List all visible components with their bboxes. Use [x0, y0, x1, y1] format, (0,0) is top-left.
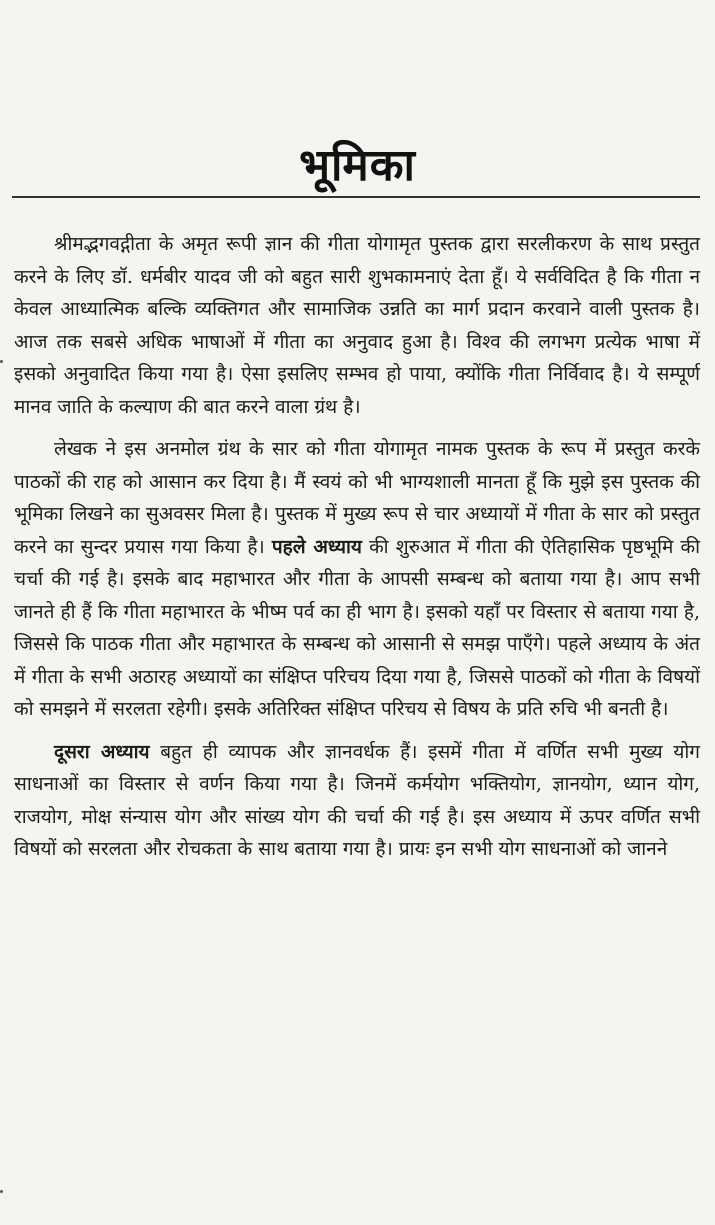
- paragraph-4-lead: दूसरा अध्याय: [54, 740, 150, 763]
- paragraph-2-text: लेखक ने इस अनमोल ग्रंथ के सार को गीता योगामृत नामक पुस्तक के रूप में प्रस्तुत करके पाठकों की राह को आसान कर दिया है। मैं स्वयं को भी भाग्यशाली मानता हूँ कि मुझे इस पुस्तक की भूमिका लिखने का सुअवसर मिला है। पुस्तक में मुख्य रूप से चार अध्यायों में गीता के सार को प्रस्तुत करने का सुन्दर प्रयास गया किया है।: [14, 438, 700, 558]
- page-heading: भूमिका: [299, 140, 416, 191]
- paragraph-4: [14, 736, 700, 866]
- paragraph-3-text: की शुरुआत में गीता की ऐतिहासिक पृष्ठभूमि की चर्चा की गई है। इसके बाद महाभारत और गीता के आपसी सम्बन्ध को बताया गया है। आप सभी जानते ही हैं कि गीता महाभारत के भीष्म पर्व का ही भाग है। इसको यहाँ पर विस्तार से बताया गया है, जिससे कि पाठक गीता और महाभारत के सम्बन्ध को आसानी से समझ पाएँगे। पहले अध्याय के अंत में गीता के सभी अठारह अध्यायों का संक्षिप्त परिचय दिया गया है, जिससे पाठकों को गीता के विषयों को समझने में सरलता रहेगी। इसके अतिरिक्त संक्षिप्त परिचय से विषय के प्रति रुचि भी बनती है।: [14, 535, 700, 720]
- paragraph-1: [14, 228, 700, 423]
- paragraph-3-lead: पहले अध्याय: [271, 535, 362, 558]
- scan-speck: [0, 360, 3, 363]
- paragraph-1-text: श्रीमद्भगवद्गीता के अमृत रूपी ज्ञान की गीता योगामृत पुस्तक द्वारा सरलीकरण के साथ प्रस्तुत करने के लिए डॉ. धर्मबीर यादव जी को बहुत सारी शुभकामनाएं देता हूँ। ये सर्वविदित है कि गीता न केवल आध्यात्मिक बल्कि व्यक्तिगत और सामाजिक उन्नति का मार्ग प्रदान करवाने वाली पुस्तक है। आज तक सबसे अधिक भाषाओं में गीता का अनुवाद हुआ है। विश्व की लगभग प्रत्येक भाषा में इसको अनुवादित किया गया है। ऐसा इसलिए सम्भव हो पाया, क्योंकि गीता निर्विवाद है। ये सम्पूर्ण मानव जाति के कल्याण की बात करने वाला ग्रंथ है।: [14, 233, 700, 418]
- paragraph-4-text: बहुत ही व्यापक और ज्ञानवर्धक हैं। इसमें गीता में वर्णित सभी मुख्य योग साधनाओं का विस्तार से वर्णन किया गया है। जिनमें कर्मयोग भक्तियोग, ज्ञानयोग, ध्यान योग, राजयोग, मोक्ष संन्यास योग और सांख्य योग की चर्चा की गई है। इस अध्याय में ऊपर वर्णित सभी विषयों को सरलता और रोचकता के साथ बताया गया है। प्रायः इन सभी योग साधनाओं को जानने: [14, 740, 700, 860]
- heading-rule: [12, 196, 700, 198]
- paragraph-2: [14, 433, 700, 726]
- scan-speck: [0, 1190, 3, 1193]
- body-text: [14, 228, 700, 876]
